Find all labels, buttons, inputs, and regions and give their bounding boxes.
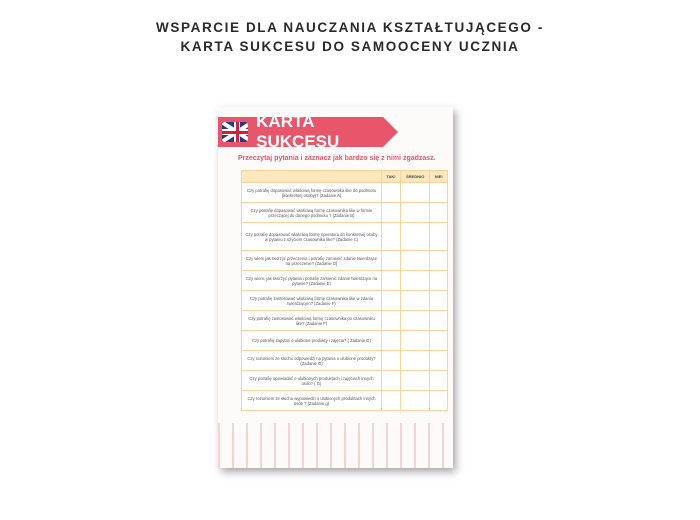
banner-title: KARTA SUKCESU [256, 112, 340, 151]
banner [218, 112, 383, 151]
answer-cell-nie[interactable] [430, 331, 448, 351]
question-cell: Czy potrafię opowiadać o ulubionych produktach i zajęciach innych osób? ( G) [242, 371, 382, 391]
title-line-1: WSPARCIE DLA NAUCZANIA KSZTAŁTUJĄCEGO - [156, 20, 544, 35]
question-cell: Czy rozumiem ze słuchu wypowiedzi o ulubionych produktach innych osób ? (Zadanie g) [242, 391, 382, 411]
self-assessment-table [241, 170, 448, 411]
title-line-2: KARTA SUKCESU DO SAMOOCENY UCZNIA [180, 39, 520, 54]
table-header [242, 171, 448, 183]
table-row [242, 291, 448, 311]
answer-cell-nie[interactable] [430, 351, 448, 371]
answer-cell-srednio[interactable] [401, 331, 430, 351]
answer-cell-tak[interactable] [382, 251, 401, 271]
question-cell: Czy potrafię dopasować właściwą formę czasownika like w formie przeczącej do danego podmiotu ? (Zadanie B) [242, 203, 382, 223]
header-nie: NIE! [430, 171, 448, 183]
page-title [0, 18, 700, 56]
question-cell: Czy potrafię zastosować właściwą formę czasownika like w zdaniu twierdzącym? (Zadanie F) [242, 291, 382, 311]
answer-cell-srednio[interactable] [401, 203, 430, 223]
question-cell: Czy potrafię dopasować właściwą formę czasownika like do podmiotu (konkretnej osoby)? (Zadanie A) [242, 183, 382, 203]
background-decoration [218, 423, 453, 468]
table-row [242, 183, 448, 203]
question-cell: Czy rozumiem ze słuchu odpowiedzi na pytania o ulubione produkty? (Zadanie G) [242, 351, 382, 371]
answer-cell-nie[interactable] [430, 251, 448, 271]
success-card-document [218, 107, 453, 468]
table-row [242, 331, 448, 351]
answer-cell-nie[interactable] [430, 271, 448, 291]
answer-cell-tak[interactable] [382, 183, 401, 203]
instruction: Przeczytaj pytania i zaznacz jak bardzo się z nimi zgadzasz. [238, 155, 436, 162]
answer-cell-srednio[interactable] [401, 291, 430, 311]
header-tak: TAK! [382, 171, 401, 183]
question-cell: Czy potrafię dopasować właściwą formę operatora do konkretnej osoby w pytaniu z użyciem czasownika like? (Zadanie C) [242, 223, 382, 251]
answer-cell-tak[interactable] [382, 351, 401, 371]
answer-cell-nie[interactable] [430, 311, 448, 331]
table-row [242, 251, 448, 271]
question-cell: Czy wiem jak tworzyć przeczenia i potrafię zamienić zdanie twierdzące na przeczenie? (Zadanie D) [242, 251, 382, 271]
table-row [242, 351, 448, 371]
answer-cell-nie[interactable] [430, 203, 448, 223]
answer-cell-tak[interactable] [382, 311, 401, 331]
table-row [242, 311, 448, 331]
answer-cell-srednio[interactable] [401, 223, 430, 251]
answer-cell-tak[interactable] [382, 391, 401, 411]
answer-cell-nie[interactable] [430, 371, 448, 391]
answer-cell-srednio[interactable] [401, 371, 430, 391]
answer-cell-tak[interactable] [382, 331, 401, 351]
answer-cell-srednio[interactable] [401, 351, 430, 371]
answer-cell-nie[interactable] [430, 223, 448, 251]
answer-cell-tak[interactable] [382, 223, 401, 251]
uk-flag-icon [222, 122, 248, 142]
answer-cell-tak[interactable] [382, 291, 401, 311]
answer-cell-tak[interactable] [382, 271, 401, 291]
answer-cell-tak[interactable] [382, 203, 401, 223]
header-srednio: ŚREDNIO [401, 171, 430, 183]
answer-cell-srednio[interactable] [401, 183, 430, 203]
answer-cell-nie[interactable] [430, 291, 448, 311]
answer-cell-nie[interactable] [430, 183, 448, 203]
answer-cell-nie[interactable] [430, 391, 448, 411]
question-cell: Czy potrafię zapytać o ulubione produkty i zajęcia? ( Zadanie G) [242, 331, 382, 351]
table-row [242, 223, 448, 251]
table-row [242, 371, 448, 391]
table-row [242, 203, 448, 223]
question-cell: Czy wiem, jak tworzyć pytania i potrafię zamienić zdanie twierdzące na pytanie? (Zadanie E) [242, 271, 382, 291]
answer-cell-tak[interactable] [382, 371, 401, 391]
table-row [242, 391, 448, 411]
answer-cell-srednio[interactable] [401, 251, 430, 271]
answer-cell-srednio[interactable] [401, 271, 430, 291]
question-cell: Czy potrafię zastosować właściwą formę czasownika po czasowniku like? (Zadanie F) [242, 311, 382, 331]
answer-cell-srednio[interactable] [401, 391, 430, 411]
answer-cell-srednio[interactable] [401, 311, 430, 331]
table-row [242, 271, 448, 291]
header-question [242, 171, 382, 183]
